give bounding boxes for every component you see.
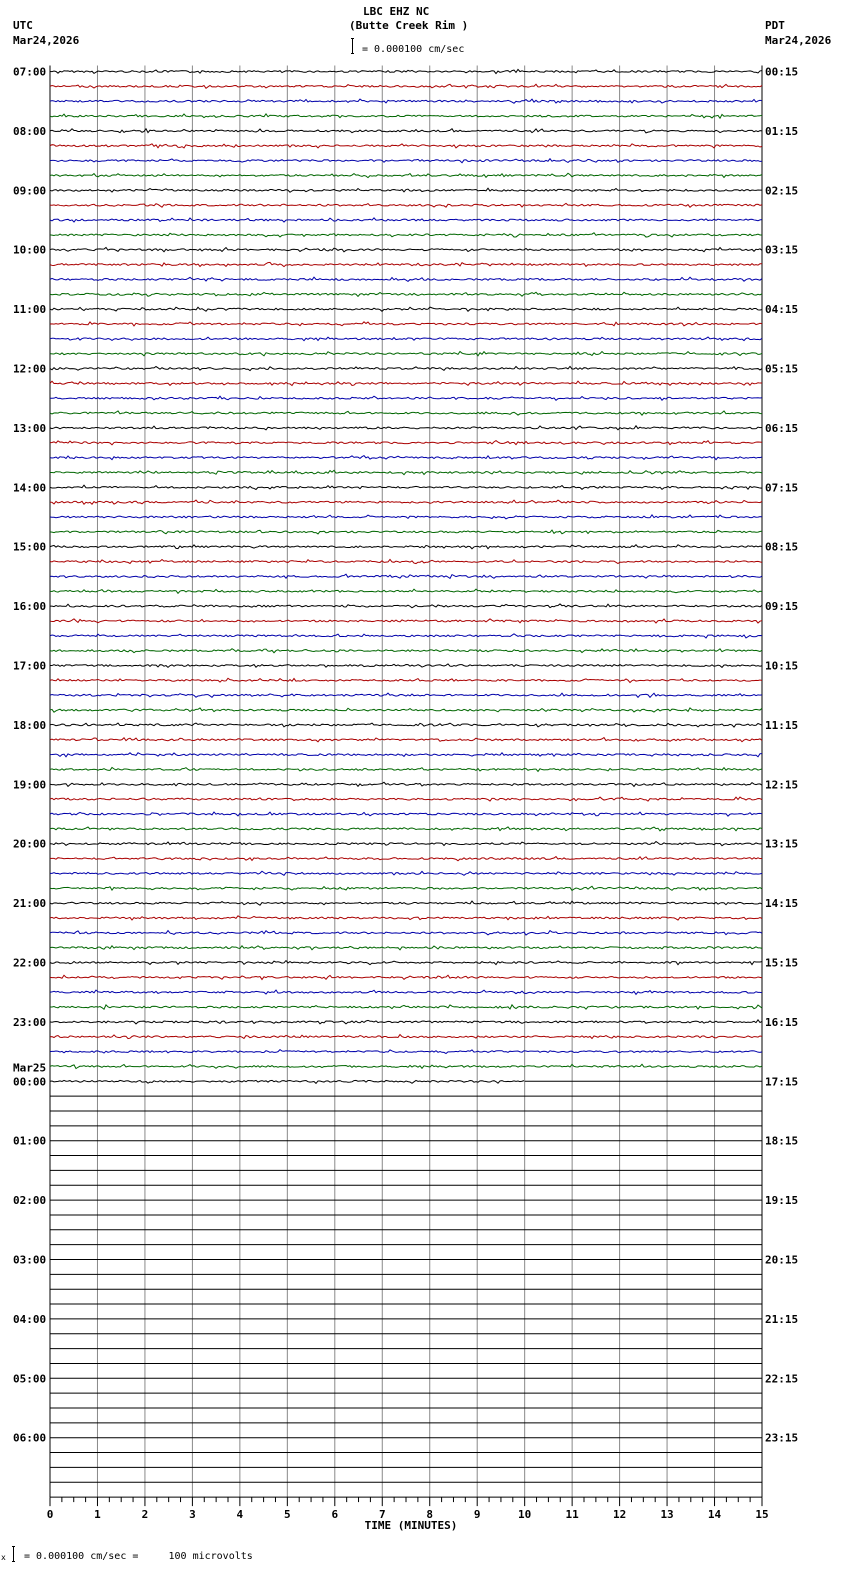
pdt-hour-label: 20:15 [765,1253,799,1267]
x-axis-label: TIME (MINUTES) [364,1519,458,1533]
trace-54 [50,871,762,875]
x-tick-label: 0 [46,1508,54,1522]
utc-hour-label: 16:00 [13,600,47,614]
trace-25 [50,441,762,445]
trace-19 [50,351,762,355]
trace-53 [50,857,762,861]
pdt-hour-label: 13:15 [765,837,799,851]
x-tick-label: 10 [518,1508,532,1522]
utc-hour-label: 00:00 [13,1075,47,1089]
chart-subtitle: (Butte Creek Rim ) [349,19,469,32]
trace-40 [50,664,762,667]
trace-13 [50,262,762,266]
pdt-hour-label: 21:15 [765,1312,799,1326]
utc-hour-label: 03:00 [13,1253,47,1267]
x-tick-label: 7 [378,1508,386,1522]
utc-hour-label: 23:00 [13,1015,47,1029]
trace-50 [50,812,762,816]
utc-hour-label: 17:00 [13,659,47,673]
trace-5 [50,144,762,148]
pdt-hour-label: 05:15 [765,362,799,376]
pdt-hour-label: 11:15 [765,718,799,732]
x-tick-label: 8 [426,1508,434,1522]
pdt-hour-label: 14:15 [765,897,799,911]
pdt-hour-label: 12:15 [765,778,799,792]
pdt-hour-label: 06:15 [765,421,799,435]
trace-21 [50,381,762,385]
trace-3 [50,114,762,118]
trace-66 [50,1050,762,1054]
utc-hour-label: 04:00 [13,1312,47,1326]
trace-10 [50,218,762,222]
utc-hour-label: 06:00 [13,1431,47,1445]
left-date: Mar24,2026 [13,34,80,47]
trace-35 [50,589,762,593]
utc-hour-label: 07:00 [13,65,47,79]
pdt-hour-label: 15:15 [765,956,799,970]
trace-44 [50,723,762,727]
x-tick-label: 14 [707,1508,722,1522]
pdt-hour-label: 22:15 [765,1372,799,1386]
pdt-hour-label: 09:15 [765,600,799,614]
trace-41 [50,678,762,682]
utc-hour-label: 14:00 [13,481,47,495]
trace-9 [50,203,762,207]
trace-15 [50,292,762,296]
trace-32 [50,545,762,549]
trace-20 [50,366,762,370]
utc-hour-label: 19:00 [13,778,47,792]
trace-7 [50,173,762,177]
x-tick-label: 12 [612,1508,627,1522]
trace-64 [50,1020,762,1024]
trace-28 [50,485,762,489]
pdt-hour-label: 01:15 [765,124,799,138]
trace-52 [50,842,762,846]
trace-23 [50,411,762,415]
trace-47 [50,767,762,771]
x-tick-label: 11 [565,1508,579,1522]
trace-57 [50,916,762,920]
pdt-hour-label: 16:15 [765,1015,799,1029]
pdt-hour-label: 18:15 [765,1134,799,1148]
footer-prefix: x [1,1553,6,1562]
trace-39 [50,649,762,653]
pdt-hour-label: 00:15 [765,65,799,79]
trace-33 [50,559,762,563]
utc-hour-label: 22:00 [13,956,47,970]
utc-hour-label: 09:00 [13,184,47,198]
trace-1 [50,84,762,88]
trace-8 [50,188,762,192]
pdt-hour-label: 04:15 [765,303,799,317]
pdt-hour-label: 17:15 [765,1075,799,1089]
utc-hour-label: 13:00 [13,421,47,435]
x-tick-label: 3 [189,1508,196,1522]
right-date: Mar24,2026 [765,34,832,47]
pdt-hour-label: 19:15 [765,1194,799,1208]
trace-63 [50,1005,762,1009]
x-tick-label: 4 [236,1508,244,1522]
x-tick-label: 15 [755,1508,769,1522]
trace-38 [50,634,762,638]
utc-hour-label: 08:00 [13,124,47,138]
pdt-hour-label: 23:15 [765,1431,799,1445]
trace-37 [50,619,762,623]
x-tick-label: 13 [660,1508,674,1522]
trace-58 [50,931,762,935]
trace-18 [50,337,762,341]
trace-27 [50,470,762,474]
trace-2 [50,99,762,103]
trace-22 [50,396,762,400]
trace-34 [50,574,762,578]
trace-48 [50,782,762,786]
utc-hour-label: 11:00 [13,303,47,317]
trace-60 [50,961,762,965]
trace-30 [50,515,762,519]
trace-61 [50,975,762,979]
trace-46 [50,753,762,757]
footer-scale-icon [12,1546,15,1562]
chart-title: LBC EHZ NC [363,5,430,18]
trace-31 [50,530,762,534]
pdt-hour-label: 08:15 [765,540,799,554]
trace-51 [50,827,762,831]
trace-26 [50,456,762,460]
utc-hour-label: 18:00 [13,718,47,732]
trace-49 [50,797,762,801]
trace-67 [50,1064,762,1068]
pdt-hour-label: 07:15 [765,481,799,495]
x-tick-label: 5 [284,1508,291,1522]
footer-scale-note: = 0.000100 cm/sec = 100 microvolts [24,1551,253,1562]
pdt-hour-label: 02:15 [765,184,799,198]
left-timezone: UTC [13,19,33,32]
x-tick-label: 2 [141,1508,149,1522]
trace-11 [50,233,762,237]
right-timezone: PDT [765,19,785,32]
trace-56 [50,901,762,905]
trace-45 [50,738,762,742]
trace-0 [50,69,762,73]
utc-hour-label: 20:00 [13,837,47,851]
utc-hour-label: 12:00 [13,362,47,376]
pdt-hour-label: 03:15 [765,243,799,257]
trace-24 [50,426,762,430]
utc-hour-label: 01:00 [13,1134,47,1148]
x-tick-label: 1 [94,1508,101,1522]
trace-59 [50,946,762,950]
utc-hour-label: 21:00 [13,897,47,911]
trace-16 [50,307,762,311]
x-tick-label: 9 [473,1508,481,1522]
pdt-hour-label: 10:15 [765,659,799,673]
trace-4 [50,129,762,133]
utc-hour-label: 15:00 [13,540,47,554]
trace-12 [50,248,762,252]
utc-hour-label: 02:00 [13,1194,47,1208]
trace-17 [50,322,762,326]
trace-55 [50,886,762,890]
trace-62 [50,990,762,994]
trace-42 [50,693,762,697]
scale-text: = 0.000100 cm/sec [362,44,465,55]
utc-hour-label: 10:00 [13,243,47,257]
trace-36 [50,604,762,608]
utc-hour-label: 05:00 [13,1372,47,1386]
trace-14 [50,277,762,281]
trace-29 [50,500,762,504]
x-tick-label: 6 [331,1508,339,1522]
trace-6 [50,159,762,163]
trace-43 [50,708,762,712]
trace-65 [50,1035,762,1039]
date-change-label: Mar25 [13,1061,47,1075]
